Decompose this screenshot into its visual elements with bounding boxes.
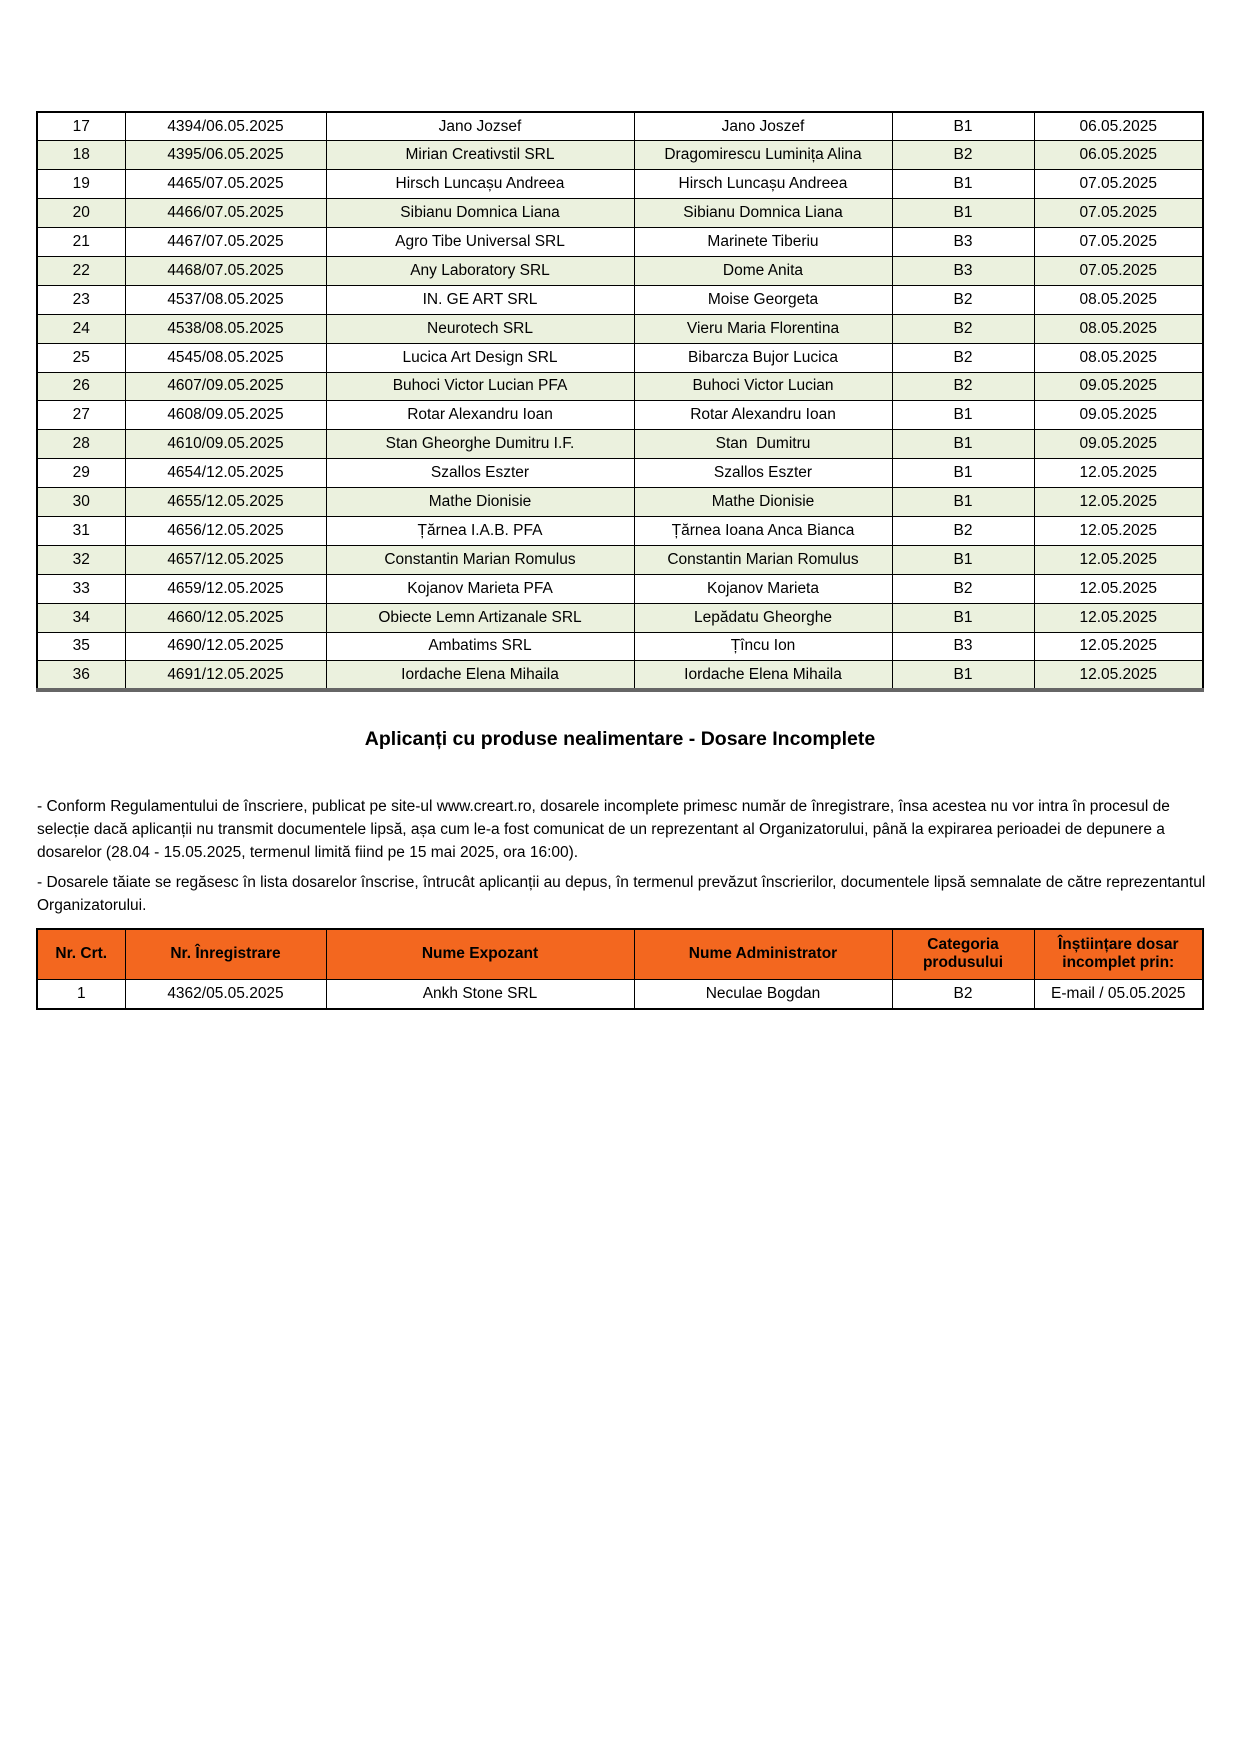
table-cell: 12.05.2025 <box>1034 545 1203 574</box>
table-cell: 4690/12.05.2025 <box>125 632 326 661</box>
table-cell: 4468/07.05.2025 <box>125 256 326 285</box>
table-cell: B2 <box>892 979 1034 1009</box>
table-cell: 34 <box>37 603 125 632</box>
table-cell: 4394/06.05.2025 <box>125 112 326 141</box>
table-row <box>37 112 1203 141</box>
table-cell: B2 <box>892 372 1034 401</box>
table-cell: Hirsch Luncașu Andreea <box>634 170 892 199</box>
table-cell: B2 <box>892 516 1034 545</box>
table-cell: 12.05.2025 <box>1034 661 1203 690</box>
table-cell: 4654/12.05.2025 <box>125 459 326 488</box>
table-cell: Kojanov Marieta <box>634 574 892 603</box>
table-cell: Rotar Alexandru Ioan <box>326 401 634 430</box>
column-header-instiintare: Înștiințare dosar incomplet prin: <box>1034 929 1203 979</box>
table-cell: 12.05.2025 <box>1034 632 1203 661</box>
table-cell: Bibarcza Bujor Lucica <box>634 343 892 372</box>
table-cell: 25 <box>37 343 125 372</box>
table-cell: Marinete Tiberiu <box>634 228 892 257</box>
table-cell: Țîncu Ion <box>634 632 892 661</box>
table-cell: 4545/08.05.2025 <box>125 343 326 372</box>
table-cell: 06.05.2025 <box>1034 141 1203 170</box>
table-cell: 27 <box>37 401 125 430</box>
table-row <box>37 170 1203 199</box>
table-cell: Lucica Art Design SRL <box>326 343 634 372</box>
incomplete-dossiers-table <box>36 928 1204 1010</box>
table-row <box>37 459 1203 488</box>
table-cell: 20 <box>37 199 125 228</box>
table-cell: 12.05.2025 <box>1034 574 1203 603</box>
table-row <box>37 256 1203 285</box>
column-header-nr-crt: Nr. Crt. <box>37 929 125 979</box>
table-row <box>37 314 1203 343</box>
table-cell: 12.05.2025 <box>1034 459 1203 488</box>
table-cell: Dragomirescu Luminița Alina <box>634 141 892 170</box>
table-cell: 4691/12.05.2025 <box>125 661 326 690</box>
table-cell: 08.05.2025 <box>1034 285 1203 314</box>
table-cell: B1 <box>892 170 1034 199</box>
table-cell: Buhoci Victor Lucian <box>634 372 892 401</box>
table-cell: Obiecte Lemn Artizanale SRL <box>326 603 634 632</box>
table-cell: 22 <box>37 256 125 285</box>
applicants-table-body <box>37 112 1203 690</box>
table-cell: Kojanov Marieta PFA <box>326 574 634 603</box>
table-cell: 09.05.2025 <box>1034 430 1203 459</box>
table-cell: 4467/07.05.2025 <box>125 228 326 257</box>
table-cell: 09.05.2025 <box>1034 401 1203 430</box>
table-row <box>37 661 1203 690</box>
table-cell: B3 <box>892 228 1034 257</box>
table-cell: Sibianu Domnica Liana <box>326 199 634 228</box>
table-cell: B1 <box>892 603 1034 632</box>
table-cell: Iordache Elena Mihaila <box>634 661 892 690</box>
table-cell: Țărnea I.A.B. PFA <box>326 516 634 545</box>
table-cell: 19 <box>37 170 125 199</box>
table-cell: Stan Gheorghe Dumitru I.F. <box>326 430 634 459</box>
table-cell: Dome Anita <box>634 256 892 285</box>
table-cell: B3 <box>892 632 1034 661</box>
table-cell: 4466/07.05.2025 <box>125 199 326 228</box>
table-cell: Any Laboratory SRL <box>326 256 634 285</box>
table-cell: Mirian Creativstil SRL <box>326 141 634 170</box>
table-cell: 06.05.2025 <box>1034 112 1203 141</box>
table-cell: 4395/06.05.2025 <box>125 141 326 170</box>
table-cell: 17 <box>37 112 125 141</box>
table-row <box>37 141 1203 170</box>
table-cell: 4538/08.05.2025 <box>125 314 326 343</box>
table-row <box>37 979 1203 1009</box>
note-paragraph-1: - Conform Regulamentului de înscriere, publicat pe site-ul www.creart.ro, dosarele incomplete primesc număr de înregistrare, însa acestea nu vor intra în procesul de selecție dacă aplicanții nu transmit documentele lipsă, așa cum le-a fost comunicat de un reprezentant al Organizatorului, până la expirarea perioadei de depunere a dosarelor (28.04 - 15.05.2025, termenul limită fiind pe 15 mai 2025, ora 16:00). <box>37 798 1170 861</box>
table-cell: Lepădatu Gheorghe <box>634 603 892 632</box>
table-cell: 4537/08.05.2025 <box>125 285 326 314</box>
table-cell: Jano Joszef <box>634 112 892 141</box>
table-cell: 31 <box>37 516 125 545</box>
column-header-nume-administrator: Nume Administrator <box>634 929 892 979</box>
table-cell: 07.05.2025 <box>1034 199 1203 228</box>
table-cell: 4657/12.05.2025 <box>125 545 326 574</box>
table-cell: 18 <box>37 141 125 170</box>
table-row <box>37 199 1203 228</box>
table-cell: 07.05.2025 <box>1034 170 1203 199</box>
table-cell: B2 <box>892 285 1034 314</box>
table-cell: Iordache Elena Mihaila <box>326 661 634 690</box>
table-cell: 4660/12.05.2025 <box>125 603 326 632</box>
table-cell: 24 <box>37 314 125 343</box>
table-cell: B1 <box>892 661 1034 690</box>
applicants-continuation-table <box>36 111 1204 692</box>
table-cell: B1 <box>892 545 1034 574</box>
table-cell: 12.05.2025 <box>1034 603 1203 632</box>
table-cell: B1 <box>892 401 1034 430</box>
table-cell: B2 <box>892 314 1034 343</box>
table-cell: 4659/12.05.2025 <box>125 574 326 603</box>
table-cell: Sibianu Domnica Liana <box>634 199 892 228</box>
table-cell: 23 <box>37 285 125 314</box>
table-cell: 1 <box>37 979 125 1009</box>
table-cell: Constantin Marian Romulus <box>326 545 634 574</box>
table-cell: 4362/05.05.2025 <box>125 979 326 1009</box>
table-cell: 4656/12.05.2025 <box>125 516 326 545</box>
table-cell: Neurotech SRL <box>326 314 634 343</box>
table-cell: 08.05.2025 <box>1034 343 1203 372</box>
table-cell: Ambatims SRL <box>326 632 634 661</box>
table-cell: B1 <box>892 430 1034 459</box>
section-title: Aplicanți cu produse nealimentare - Dosare Incomplete <box>364 728 876 750</box>
table-cell: B1 <box>892 112 1034 141</box>
table-row <box>37 545 1203 574</box>
table-cell: 07.05.2025 <box>1034 228 1203 257</box>
header-row <box>37 929 1203 979</box>
table-cell: 4655/12.05.2025 <box>125 488 326 517</box>
table-row <box>37 516 1203 545</box>
table-cell: 4465/07.05.2025 <box>125 170 326 199</box>
table-cell: 26 <box>37 372 125 401</box>
column-header-nume-expozant: Nume Expozant <box>326 929 634 979</box>
column-header-nr-inregistrare: Nr. Înregistrare <box>125 929 326 979</box>
table-row <box>37 632 1203 661</box>
table-cell: Szallos Eszter <box>634 459 892 488</box>
table-row <box>37 285 1203 314</box>
table-row <box>37 228 1203 257</box>
table-cell: Agro Tibe Universal SRL <box>326 228 634 257</box>
table-cell: Buhoci Victor Lucian PFA <box>326 372 634 401</box>
note-paragraph-2: - Dosarele tăiate se regăsesc în lista dosarelor înscrise, întrucât aplicanții au depus, în termenul prevăzut înscrierilor, documentele lipsă semnalate de către reprezentantul Organizatorului. <box>37 874 1206 914</box>
table-cell: 08.05.2025 <box>1034 314 1203 343</box>
table-cell: Neculae Bogdan <box>634 979 892 1009</box>
table-row <box>37 488 1203 517</box>
table-cell: E-mail / 05.05.2025 <box>1034 979 1203 1009</box>
column-header-categoria-produsului: Categoria produsului <box>892 929 1034 979</box>
table-cell: 36 <box>37 661 125 690</box>
incomplete-table-body <box>37 979 1203 1009</box>
table-cell: 32 <box>37 545 125 574</box>
table-cell: Szallos Eszter <box>326 459 634 488</box>
table-cell: 09.05.2025 <box>1034 372 1203 401</box>
table-cell: Hirsch Luncașu Andreea <box>326 170 634 199</box>
table-cell: 33 <box>37 574 125 603</box>
table-row <box>37 574 1203 603</box>
table-cell: Mathe Dionisie <box>326 488 634 517</box>
table-cell: IN. GE ART SRL <box>326 285 634 314</box>
table-cell: B2 <box>892 141 1034 170</box>
table-cell: Jano Jozsef <box>326 112 634 141</box>
table-cell: Mathe Dionisie <box>634 488 892 517</box>
table-cell: B2 <box>892 574 1034 603</box>
table-cell: 07.05.2025 <box>1034 256 1203 285</box>
incomplete-table-header <box>37 929 1203 979</box>
table-cell: Constantin Marian Romulus <box>634 545 892 574</box>
table-row <box>37 401 1203 430</box>
table-cell: B3 <box>892 256 1034 285</box>
table-cell: 35 <box>37 632 125 661</box>
table-cell: Vieru Maria Florentina <box>634 314 892 343</box>
table-cell: Ankh Stone SRL <box>326 979 634 1009</box>
table-cell: 4608/09.05.2025 <box>125 401 326 430</box>
table-cell: 4607/09.05.2025 <box>125 372 326 401</box>
table-cell: 30 <box>37 488 125 517</box>
table-cell: 4610/09.05.2025 <box>125 430 326 459</box>
table-cell: B1 <box>892 488 1034 517</box>
table-cell: B1 <box>892 199 1034 228</box>
table-cell: B2 <box>892 343 1034 372</box>
table-row <box>37 603 1203 632</box>
table-cell: B1 <box>892 459 1034 488</box>
table-cell: 29 <box>37 459 125 488</box>
table-row <box>37 372 1203 401</box>
table-cell: 12.05.2025 <box>1034 516 1203 545</box>
table-cell: Stan Dumitru <box>634 430 892 459</box>
table-row <box>37 343 1203 372</box>
table-cell: Moise Georgeta <box>634 285 892 314</box>
table-cell: 21 <box>37 228 125 257</box>
table-row <box>37 430 1203 459</box>
table-cell: Rotar Alexandru Ioan <box>634 401 892 430</box>
table-cell: 28 <box>37 430 125 459</box>
table-cell: Țărnea Ioana Anca Bianca <box>634 516 892 545</box>
table-cell: 12.05.2025 <box>1034 488 1203 517</box>
